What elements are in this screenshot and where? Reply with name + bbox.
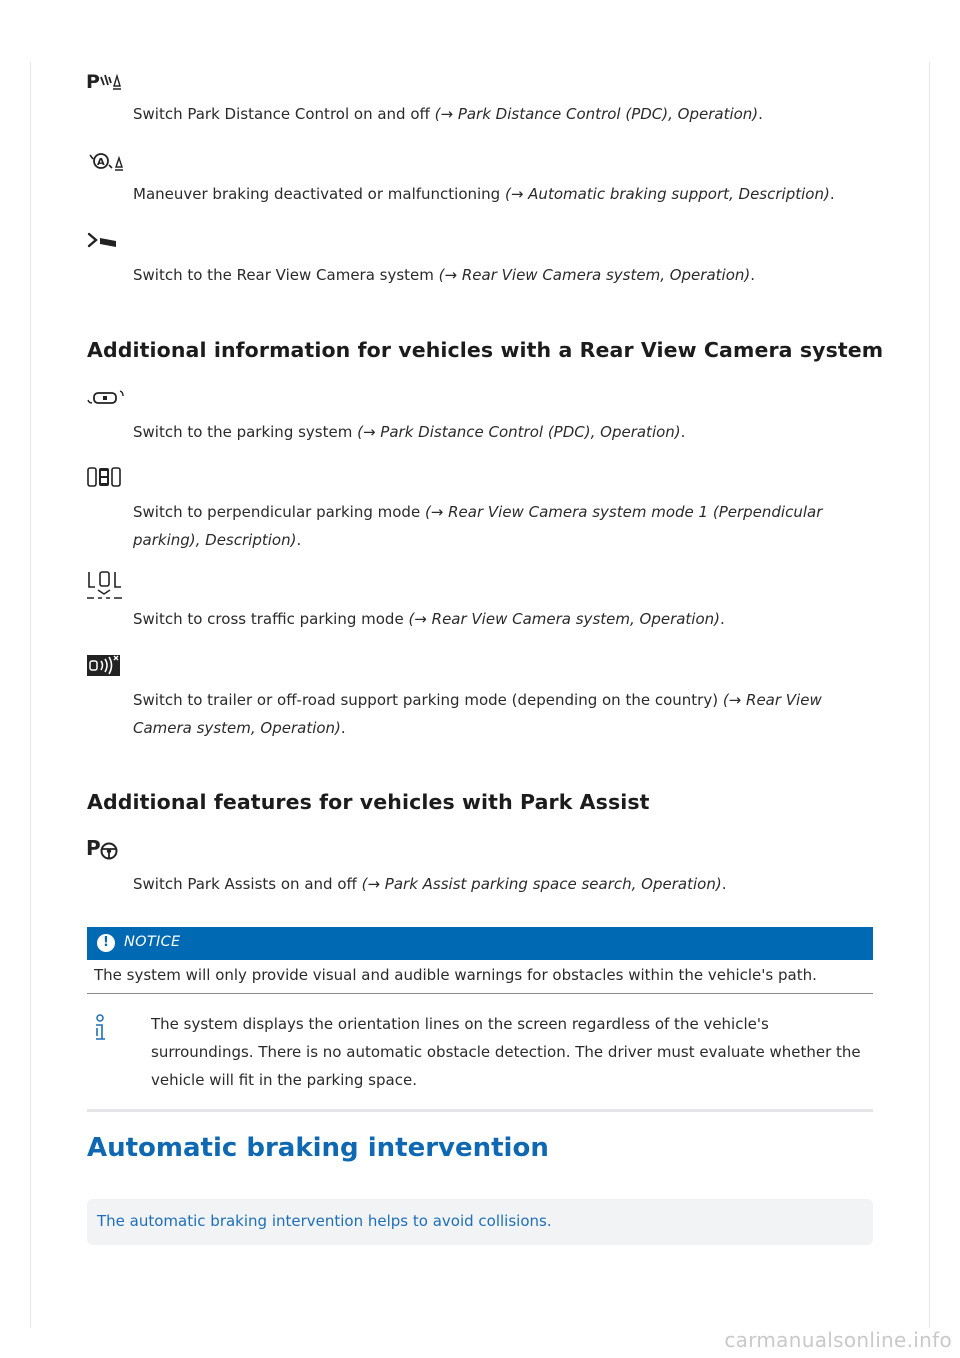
- entry-park-distance-control: [133, 100, 873, 128]
- cross-reference-link[interactable]: (→ Rear View Camera system, Operation): [438, 266, 751, 284]
- svg-text:A: A: [97, 157, 105, 168]
- entry-end: .: [680, 423, 686, 441]
- maneuver-braking-icon: [86, 151, 126, 173]
- entry-park-assist: [133, 870, 873, 898]
- page-border-left: [30, 62, 31, 1328]
- entry-end: .: [296, 531, 302, 549]
- entry-text: Switch to cross traffic parking mode: [133, 610, 409, 628]
- entry-text: Switch to perpendicular parking mode: [133, 503, 425, 521]
- entry-text: Switch to the Rear View Camera system: [133, 266, 439, 284]
- cross-reference-link[interactable]: (→ Rear View Camera system, Operation): [133, 691, 822, 737]
- entry-text: Switch to trailer or off-road support parking mode (depending on the country): [133, 691, 723, 709]
- entry-end: .: [720, 610, 725, 628]
- cross-reference-link[interactable]: (→ Rear View Camera system, Operation): [408, 610, 721, 628]
- notice-divider: [87, 993, 873, 994]
- park-assist-icon: [86, 836, 122, 862]
- intro-text: The automatic braking intervention helps to avoid collisions.: [97, 1212, 552, 1230]
- intro-box: [87, 1199, 873, 1245]
- info-icon: [93, 1014, 107, 1048]
- notice-text: The system will only provide visual and audible warnings for obstacles within the vehicle's path.: [94, 966, 817, 984]
- section-heading-park-assist: Additional features for vehicles with Park Assist: [87, 790, 650, 814]
- rear-view-camera-icon: [86, 229, 122, 251]
- section-heading-rear-view: Additional information for vehicles with a Rear View Camera system: [87, 338, 884, 362]
- entry-text: Switch Park Assists on and off: [133, 875, 362, 893]
- entry-end: .: [340, 719, 346, 737]
- entry-end: .: [829, 185, 835, 203]
- notice-label: NOTICE: [124, 934, 181, 950]
- svg-text:P: P: [86, 836, 101, 860]
- section-separator: [87, 1109, 873, 1112]
- watermark: carmanualsonline.info: [724, 1328, 952, 1352]
- park-distance-control-icon: [86, 70, 122, 92]
- entry-parking-system: [133, 418, 873, 446]
- entry-perpendicular-parking: [133, 498, 873, 554]
- cross-traffic-icon: [86, 569, 124, 601]
- entry-text: Switch to the parking system: [133, 423, 358, 441]
- entry-rear-view-camera: [133, 261, 873, 289]
- info-text: The system displays the orientation lines on the screen regardless of the vehicle's surroundings. There is no automatic obstacle detection. The driver must evaluate whether the vehicle will fit in the parking space.: [151, 1015, 861, 1089]
- cross-reference-link[interactable]: (→ Park Distance Control (PDC), Operation): [434, 105, 759, 123]
- notice-header: [87, 927, 873, 960]
- entry-trailer-offroad: [133, 686, 873, 742]
- cross-reference-link[interactable]: (→ Park Distance Control (PDC), Operation): [357, 423, 681, 441]
- entry-text: Switch Park Distance Control on and off: [133, 105, 435, 123]
- entry-maneuver-braking: [133, 180, 873, 208]
- exclamation-icon: !: [97, 934, 115, 952]
- parking-system-icon: [86, 388, 132, 408]
- page-border-right: [929, 62, 930, 1328]
- entry-cross-traffic: [133, 605, 873, 633]
- trailer-offroad-icon: [86, 652, 122, 678]
- perpendicular-parking-icon: [86, 465, 122, 489]
- section-title: Automatic braking intervention: [87, 1133, 549, 1163]
- entry-end: .: [721, 875, 727, 893]
- entry-end: .: [750, 266, 756, 284]
- cross-reference-link[interactable]: (→ Park Assist parking space search, Operation): [361, 875, 722, 893]
- cross-reference-link[interactable]: (→ Automatic braking support, Description): [504, 185, 830, 203]
- entry-text: Maneuver braking deactivated or malfunctioning: [133, 185, 505, 203]
- entry-end: .: [758, 105, 763, 123]
- cross-reference-link[interactable]: (→ Rear View Camera system mode 1 (Perpendicular parking), Description): [133, 503, 823, 549]
- svg-text:P: P: [86, 71, 100, 92]
